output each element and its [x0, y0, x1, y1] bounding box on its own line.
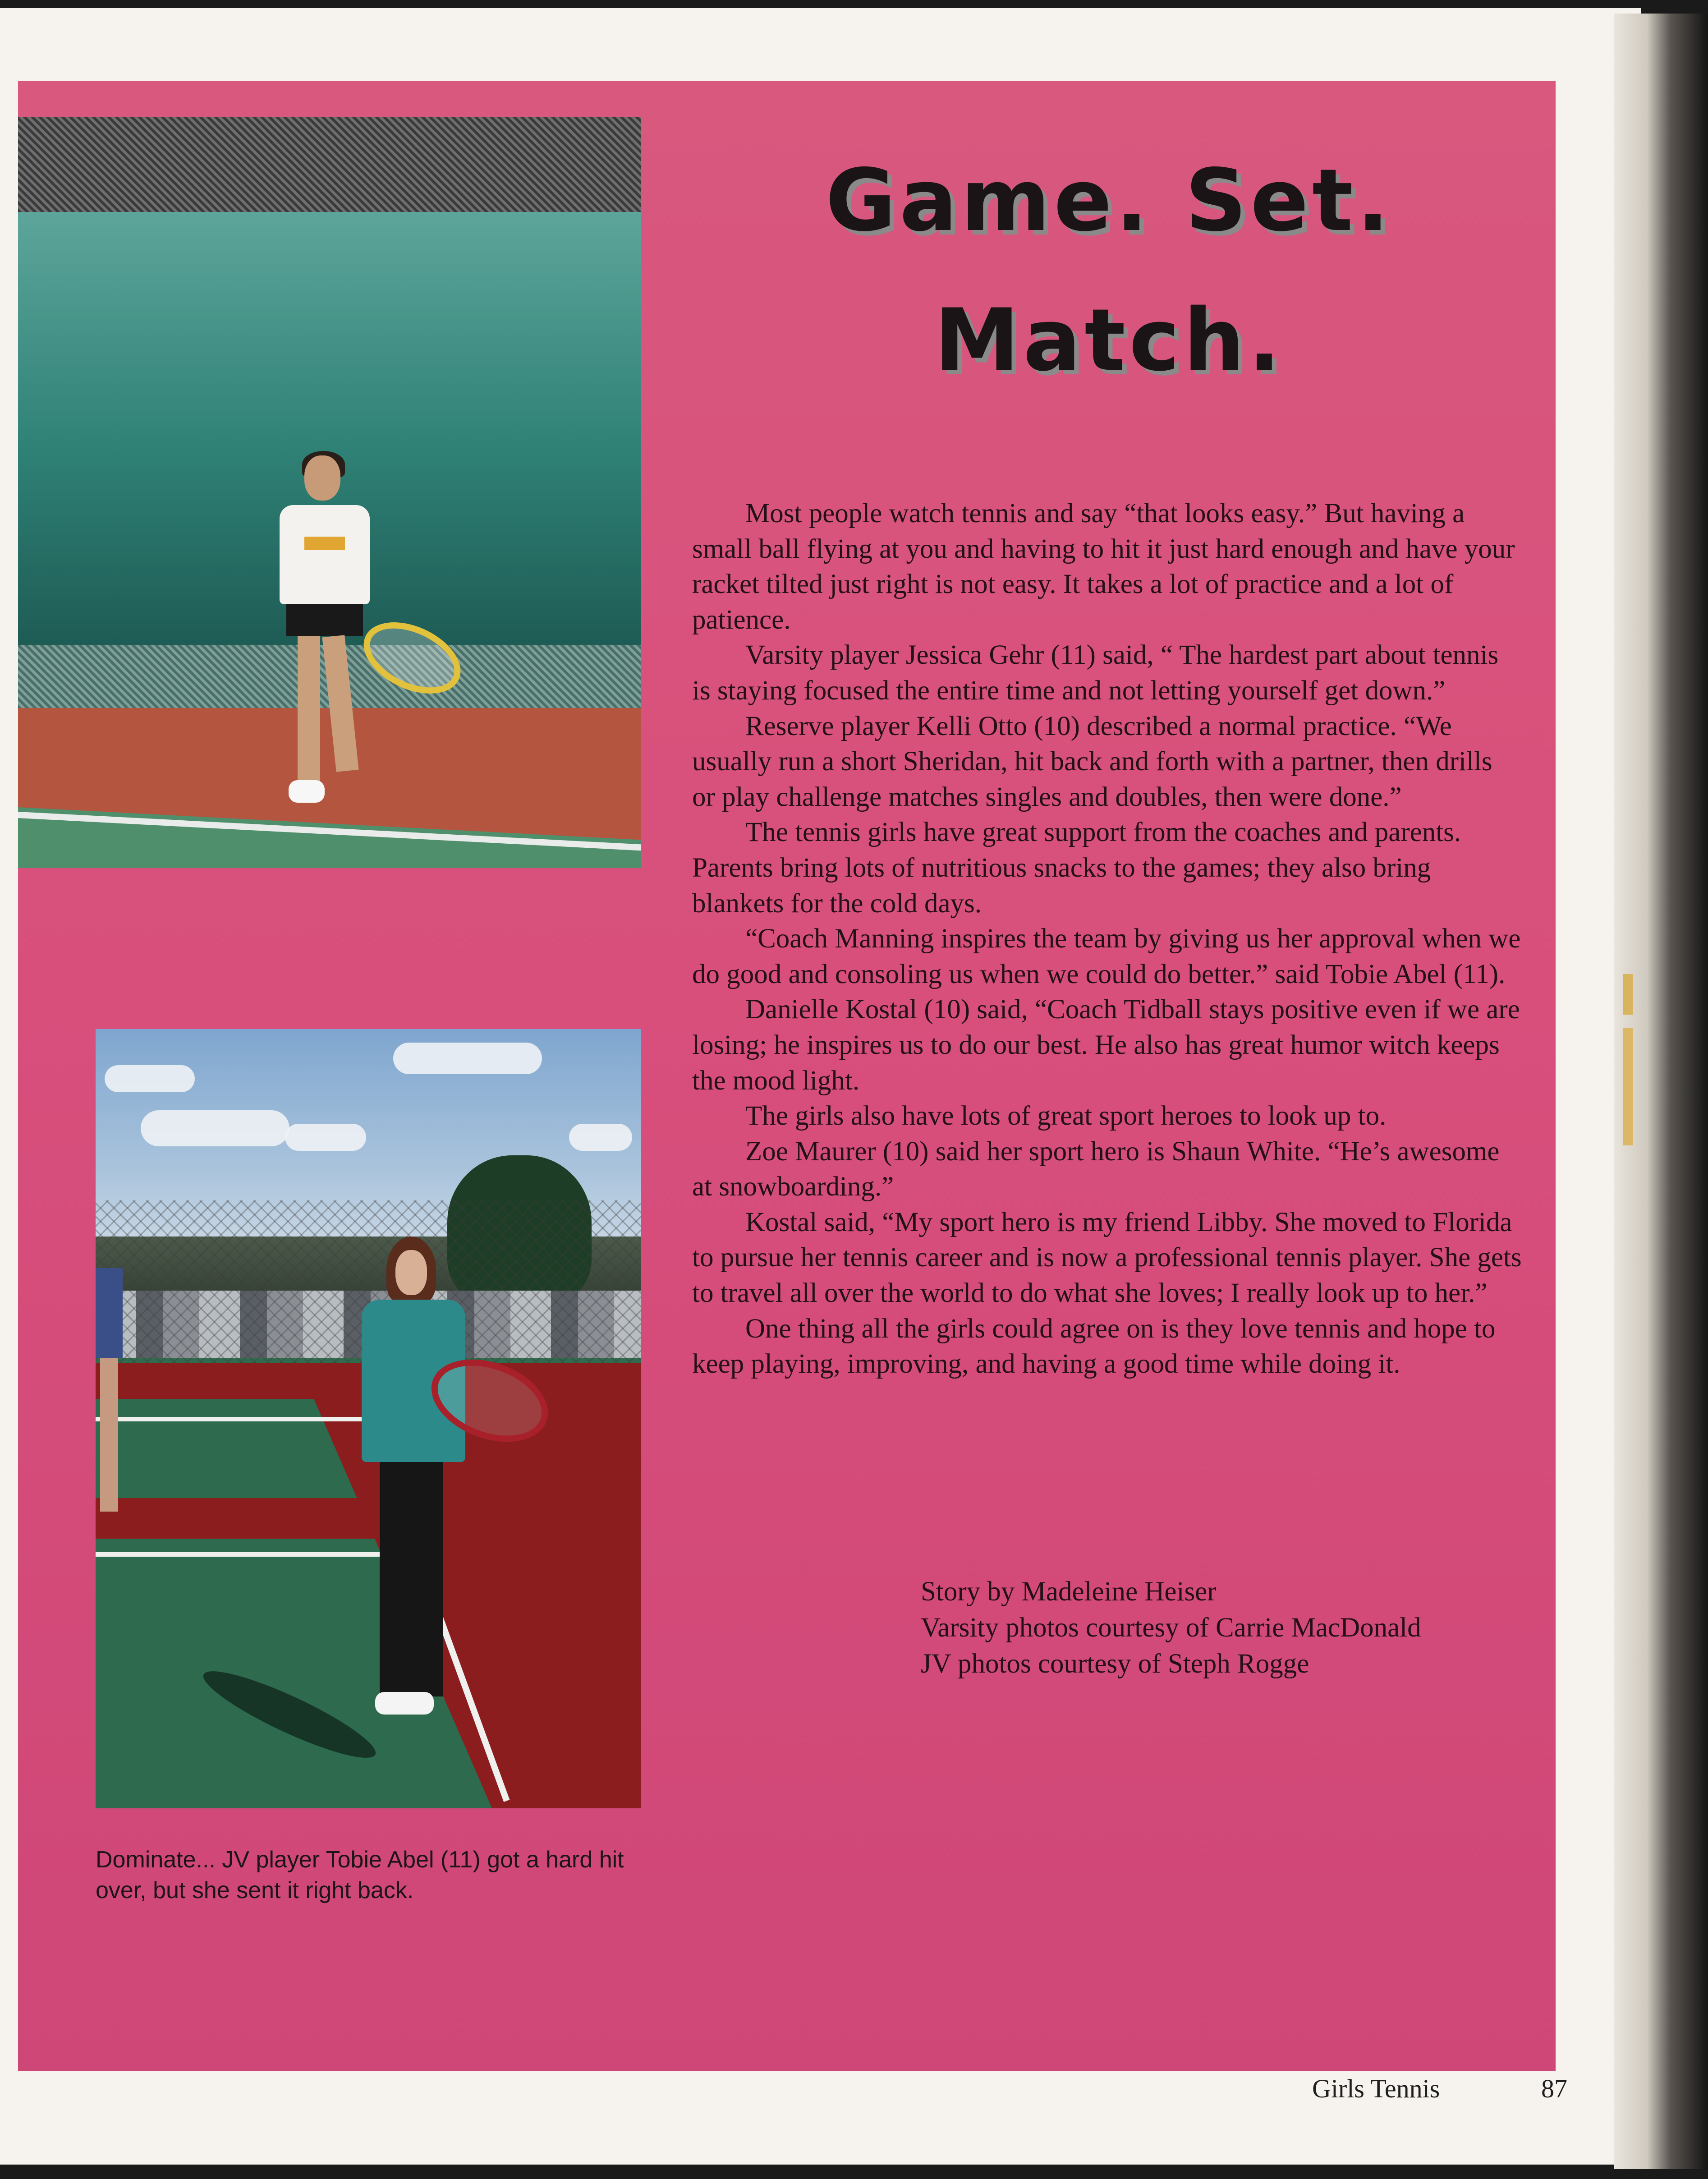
story-paragraph: “Coach Manning inspires the team by giving us her approval when we do good and consoling us when we could do better.” said Tobie Abel (11). [692, 924, 1521, 989]
jv-tennis-photo [96, 1029, 641, 1808]
page-edge-tab [1623, 974, 1633, 1015]
varsity-photo-credit: Varsity photos courtesy of Carrie MacDonald [921, 1613, 1421, 1643]
jv-photo-credit: JV photos courtesy of Steph Rogge [921, 1649, 1309, 1679]
story-credits [921, 1574, 1552, 1682]
varsity-tennis-photo [18, 117, 641, 868]
story-paragraph: Most people watch tennis and say “that looks easy.” But having a small ball flying at you and having to hit it just hard enough and have your racket tilted just right is not easy. It takes a lot of practice and a lot of patience. [692, 498, 1515, 635]
story-body [692, 496, 1522, 1382]
footer-section-title: Girls Tennis [1312, 2074, 1440, 2103]
story-paragraph: The girls also have lots of great sport heroes to look up to. [745, 1101, 1387, 1131]
story-paragraph: Danielle Kostal (10) said, “Coach Tidball stays positive even if we are losing; he inspires us to do our best. He also has great humor witch keeps the mood light. [692, 994, 1520, 1096]
chain-link-fence [18, 117, 641, 212]
page-edge-tab [1623, 1028, 1633, 1145]
story-paragraph: Reserve player Kelli Otto (10) described a normal practice. “We usually run a short Sheridan, hit back and forth with a partner, then drills or play challenge matches singles and doubles, then were done.” [692, 711, 1492, 812]
story-paragraph: Varsity player Jessica Gehr (11) said, “ The hardest part about tennis is staying focused the entire time and not letting yourself get down.” [692, 640, 1499, 706]
story-paragraph: Kostal said, “My sport hero is my friend Libby. She moved to Florida to pursue her tennis career and is now a professional tennis player. She gets to travel all over the world to do what she loves; I really look up to her.” [692, 1207, 1522, 1309]
story-paragraph: Zoe Maurer (10) said her sport hero is Shaun White. “He’s awesome at snowboarding.” [692, 1136, 1500, 1202]
page-headline [703, 131, 1515, 410]
story-byline: Story by Madeleine Heiser [921, 1577, 1217, 1607]
story-paragraph: The tennis girls have great support from the coaches and parents. Parents bring lots of nutritious snacks to the games; they also bring blankets for the cold days. [692, 817, 1461, 919]
jv-player [348, 1237, 483, 1733]
headline-line-2: Match. [934, 290, 1285, 390]
page-number: 87 [1541, 2074, 1567, 2103]
photo-caption: Dominate... JV player Tobie Abel (11) got a hard hit over, but she sent it right back. [96, 1847, 624, 1903]
court-line [96, 1417, 366, 1421]
story-paragraph: One thing all the girls could agree on is they love tennis and hope to keep playing, improving, and having a good time while doing it. [692, 1313, 1496, 1379]
background-player [96, 1241, 132, 1512]
headline-line-1: Game. Set. [825, 151, 1393, 250]
